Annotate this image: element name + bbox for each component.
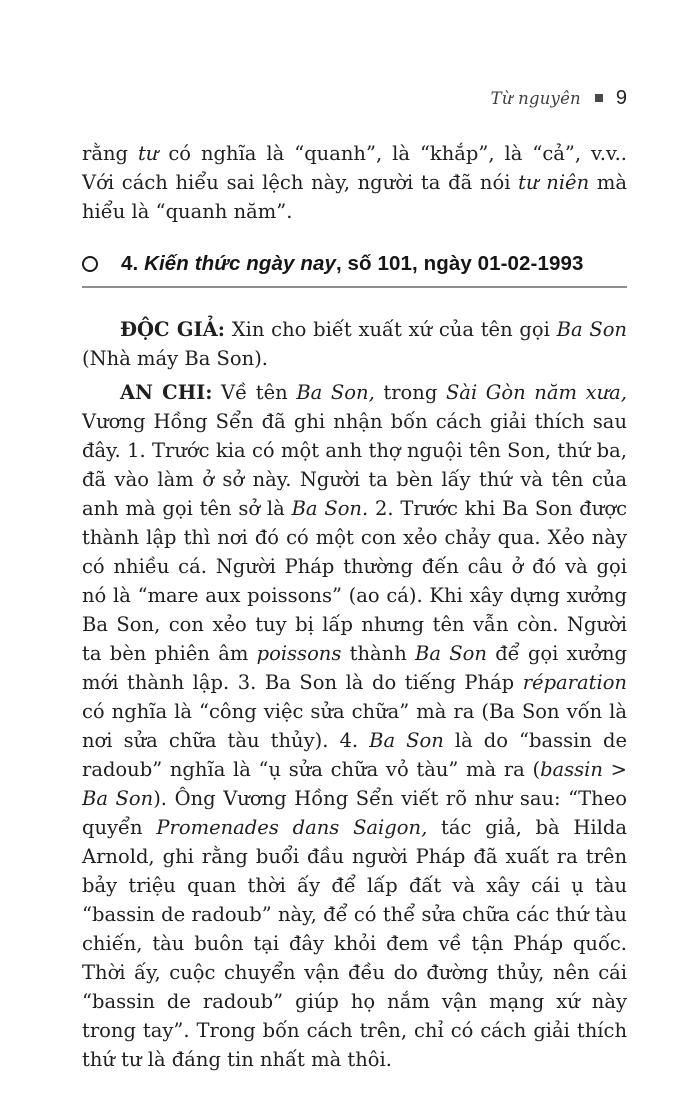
text-run: rằng (82, 142, 138, 165)
text-run: là do “bassin de radoub” nghĩa là “ụ sửa chữa vỏ tàu” mà ra ( (82, 729, 627, 781)
text-run: , số 101, ngày 01-02-1993 (335, 252, 584, 275)
text-run: 4. (121, 252, 145, 275)
text-run: Ba Son (556, 318, 627, 341)
text-run: để gọi xưởng mới thành lập. 3. Ba Son là do tiếng Pháp (82, 642, 628, 694)
intro-paragraph (82, 139, 627, 226)
text-run: Sài Gòn năm xưa, (445, 381, 627, 404)
text-run: Ba Son. (291, 497, 369, 520)
page-number: 9 (615, 87, 627, 109)
text-run: thành (341, 642, 416, 665)
text-run: AN CHI: (120, 381, 213, 404)
running-title: Từ nguyên (490, 88, 581, 108)
text-run: Xin cho biết xuất xứ của tên gọi (225, 318, 557, 341)
text-run: ĐỘC GIẢ: (120, 318, 225, 341)
text-run: Ba Son (369, 729, 444, 752)
page-header (82, 86, 627, 110)
square-bullet-icon (595, 94, 603, 102)
circle-bullet-icon (82, 256, 98, 272)
text-run: poissons (256, 642, 342, 665)
text-run: Kiến thức ngày nay (144, 252, 336, 275)
text-run: > (602, 758, 627, 781)
text-run: Ba Son (82, 787, 154, 810)
text-run: tư niên (518, 171, 590, 194)
text-run: Ba Son (415, 642, 487, 665)
body-paragraphs (82, 315, 627, 1074)
body-paragraph (82, 315, 627, 373)
text-run: trong (374, 381, 446, 404)
text-run: tác giả, bà Hilda Arnold, ghi rằng buổi đầu người Pháp đã xuất ra trên bảy triệu quan thời ấy để lấp đất và xây cái ụ tàu “bassin de radoub” này, để có thể sửa chữa các thứ tàu chiến, tàu buôn tại đây khỏi đem về tận Pháp quốc. Thời ấy, cuộc chuyển vận đều do đường thủy, nên cái “bassin de radoub” giúp họ nắm vận mạng xứ này trong tay”. Trong bốn cách trên, chỉ có cách giải thích thứ tư là đáng tin nhất mà thôi. (82, 816, 628, 1071)
text-run: réparation (522, 671, 627, 694)
text-run: có nghĩa là “công việc sửa chữa” mà ra (Ba Son vốn là nơi sửa chữa tàu thủy). 4. (82, 700, 627, 752)
section-heading (82, 250, 627, 278)
text-run: tư (137, 142, 159, 165)
text-run: bassin (540, 758, 603, 781)
body-paragraph (82, 378, 627, 1074)
text-run: Về tên (212, 381, 297, 404)
text-run: Promenades dans Saigon, (156, 816, 428, 839)
text-run: có nghĩa là “quanh”, là “khắp”, là “cả”, v.v.. Với cách hiểu sai lệch này, người ta đã nói (82, 142, 628, 194)
text-run: ). Ông Vương Hồng Sển viết rõ như sau: “Theo quyển (82, 787, 627, 839)
text-run: Ba Son, (296, 381, 375, 404)
text-run: (Nhà máy Ba Son). (82, 347, 269, 370)
text-run: Vương Hồng Sển đã ghi nhận bốn cách giải thích sau đây. 1. Trước kia có một anh thợ nguội tên Son, thứ ba, đã vào làm ở sở này. Người ta bèn lấy thứ và tên của anh mà gọi tên sở là (82, 410, 627, 520)
section-heading-text (121, 250, 583, 278)
text-run: 2. Trước khi Ba Son được thành lập thì nơi đó có một con xẻo chảy qua. Xẻo này có nhiều cá. Người Pháp thường đến câu ở đó và gọi nó là “mare aux poissons” (ao cá). Khi xây dựng xưởng Ba Son, con xẻo tuy bị lấp nhưng tên vẫn còn. Người ta bèn phiên âm (82, 497, 628, 665)
heading-rule (82, 286, 627, 288)
text-run: mà hiểu là “quanh năm”. (82, 171, 627, 223)
